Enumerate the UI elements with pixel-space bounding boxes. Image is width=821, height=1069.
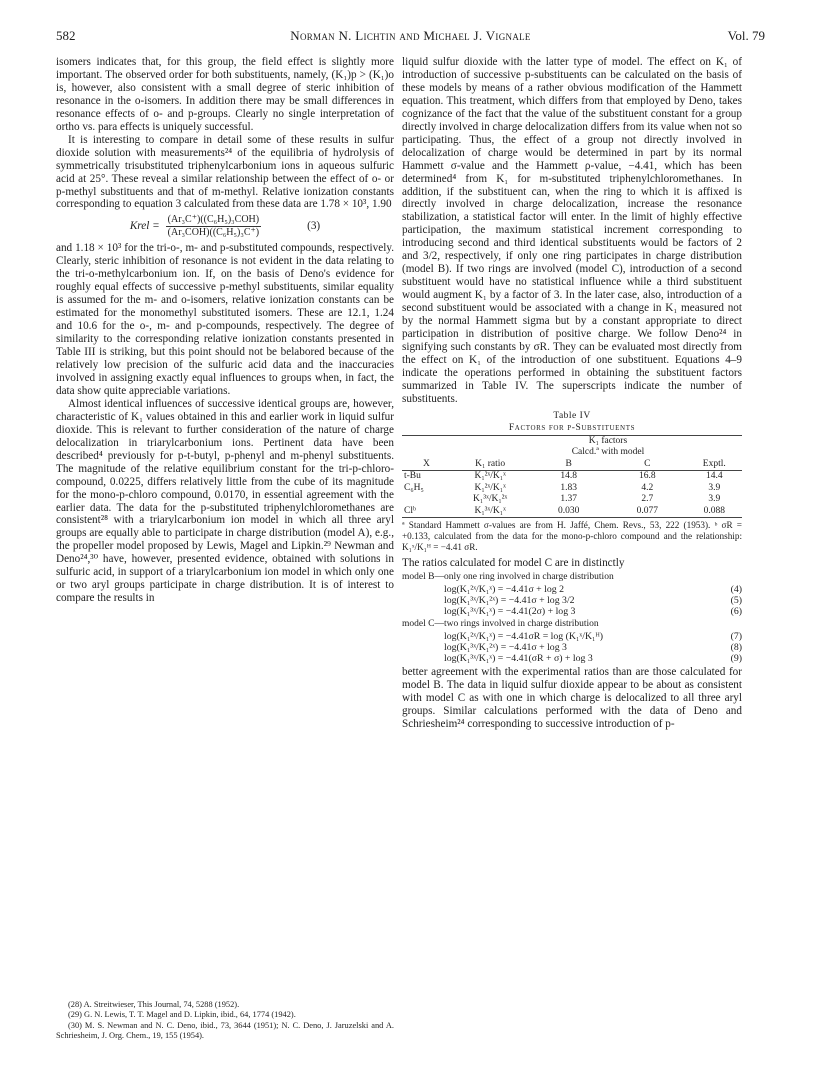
paragraph: It is interesting to compare in detail some of these results in sulfur dioxide solution with measurements²⁴ of the equilibria of hydrolysis of symmetrically trisubstituted triphenylcarbonium ions in aqueous sulfuric acid at 25°. These reveal a similar relationship between the effect of o- or p-methyl substituents and that of m-methyl. Relative ionization constants corresponding to equation 3 calculated from these data are 1.78 × 10³, 1.90 bbox=[56, 133, 394, 211]
equation-expression: log(K₁³ˣ/K₁²ˣ) = −4.41σ + log 3/2 bbox=[444, 594, 575, 606]
equation-4 bbox=[402, 584, 742, 595]
model-c-label: model C—two rings involved in charge distribution bbox=[402, 619, 599, 630]
col-header-expt: Exptl. bbox=[687, 459, 742, 471]
equation-expression: log(K₁²ˣ/K₁ˣ) = −4.41σR = log (K₁ˣ/K₁ᴴ) bbox=[444, 630, 604, 642]
footnote: (30) M. S. Newman and N. C. Deno, ibid., 73, 3644 (1951); N. C. Deno, J. Jaruzelski and A. Schriesheim, J. Org. Chem., 19, 155 (1954). bbox=[56, 1020, 394, 1041]
page-number: 582 bbox=[56, 28, 76, 43]
equation-8 bbox=[402, 642, 742, 653]
equation-fraction bbox=[166, 214, 261, 239]
cell-c: 2.7 bbox=[641, 494, 654, 505]
equation-number: (5) bbox=[730, 594, 742, 606]
equation-number: (9) bbox=[730, 653, 742, 665]
equation-3 bbox=[56, 214, 394, 239]
equation-lhs: Krel = bbox=[129, 220, 160, 233]
cell-ratio: K₁³ˣ/K₁²ˣ bbox=[473, 494, 508, 505]
cell-expt: 3.9 bbox=[708, 482, 721, 493]
cell-ratio: K₁²ˣ/K₁ˣ bbox=[474, 471, 506, 482]
equation-7 bbox=[402, 631, 742, 642]
table-subtitle: Factors for p-Substituents bbox=[508, 422, 636, 433]
cell-ratio: K₁³ˣ/K₁ˣ bbox=[451, 506, 529, 518]
paragraph: Almost identical influences of successive identical groups are, however, characteristic of K₁ values obtained in this and earlier work in liquid sulfur dioxide. This is relevant to further consideration of the nature of charge delocalization in triarylcarbonium ions. Pertinent data have been described⁴ previously for p-t-butyl, p-phenyl and m-phenyl substituents. The magnitude of the relative equilibrium constant for the tri-p-chloro-compound, 0.0225, differs relatively little from the cube of its magnitude for the mono-p-chloro compound, 0.0170, in essential agreement with the earlier data. The data for the p-substituted triphenylchloromethanes are consistent²⁸ with a triarylcarbonium ion model in which all three aryl groups are equally able to participate in charge distribution (model A), e.g., the propeller model proposed by Lewis, Magel and Lipkin.²⁹ Newman and Deno²⁴,³⁰ have, however, presented evidence, obtained with solutions in sulfuric acid, in support of a triarylcarbonium ion model in which only one or two aryl groups participate in charge distribution. It is of interest to compare the results in bbox=[56, 397, 394, 605]
paragraph: better agreement with the experimental ratios than are those calculated for model B. The data in liquid sulfur dioxide appear to be about as consistent with model C as with one in which charge is delocalized to all three aryl groups. Similar calculations performed with the data of Deno and Schriesheim²⁴ corresponding to successive introduction of p- bbox=[402, 666, 742, 731]
cell-c: 0.077 bbox=[608, 506, 687, 518]
model-b-label: model B—only one ring involved in charge distribution bbox=[402, 572, 614, 583]
cell-x bbox=[402, 494, 451, 506]
equation-number: (4) bbox=[730, 583, 742, 595]
footnote: (29) G. N. Lewis, T. T. Magel and D. Lipkin, ibid., 64, 1774 (1942). bbox=[68, 1010, 296, 1020]
equation-expression: log(K₁³ˣ/K₁ˣ) = −4.41(σR + σ) + log 3 bbox=[444, 653, 593, 665]
page-header bbox=[56, 28, 765, 48]
table-row bbox=[402, 494, 742, 506]
factors-table bbox=[402, 435, 742, 519]
equation-number: (3) bbox=[307, 220, 321, 233]
table-footnote: ª Standard Hammett σ-values are from H. Jaffé, Chem. Revs., 53, 222 (1953). ᵇ σR = +0.133, calculated from the data for the mono-p-chloro compound and the relationship: K₁ˣ/K₁ᴴ = −4.41 σR. bbox=[402, 520, 742, 553]
header-calcd: Calcd.ª with model bbox=[571, 447, 645, 458]
cell-x: C₆H₅ bbox=[404, 482, 424, 493]
table-row bbox=[402, 483, 742, 495]
col-header-c: C bbox=[608, 459, 687, 471]
running-authors: Norman N. Lichtin and Michael J. Vignale bbox=[290, 28, 531, 43]
cell-b: 14.8 bbox=[560, 471, 577, 482]
equation-number: (8) bbox=[730, 642, 742, 653]
col-header-ratio: K₁ ratio bbox=[451, 459, 529, 471]
col-header-x: X bbox=[402, 459, 451, 471]
left-column bbox=[56, 56, 394, 605]
cell-x: t-Bu bbox=[404, 471, 421, 482]
footnote: (28) A. Streitwieser, This Journal, 74, 5288 (1952). bbox=[68, 1000, 240, 1009]
equation-numerator: (Ar₃C⁺)((C₆H₅)₃COH) bbox=[167, 214, 260, 226]
paragraph: liquid sulfur dioxide with the latter type of model. The effect on K₁ of introduction of successive p-substituents can be calculated on the basis of these models by means of a rather obvious modification of the Hammett equation. This treatment, which differs from that employed by Deno, takes cognizance of the fact that the value of the substituent constant for a group directly involved in charge delocalization differs from its value when not so participating. Thus, the effect of a group not directly involved in delocalization of charge would be determined in part by its normal Hammett σ-value and the Hammett ρ-value, −4.41, which has been determined⁴ from K₁ for m-substituted triphenylchloromethanes. In addition, if the substituent can, when the ring to which it is affixed is directly involved in charge delocalization, increase the resonance stabilization, a statistical factor will enter. In the limit of highly effective participation, the maximum statistical increment corresponding to introducing second and third identical substituents would be factors of 2 and 3/2, respectively, if only one ring participates in charge distribution (model B). If two rings are involved (model C), introduction of a second substituent would have no statistical influence while a third substituent would augment K₁ by a factor of 3. In the later case, also, introduction of a second substituent would be associated with a change in K₁ measured not by the normal Hammett sigma but by a constant appropriate to direct participation in distribution of positive charge. We follow Deno²⁴ in signifying such constants by σR. They can be evaluated most directly from the effect on K₁ of the introduction of one substituent. Equations 4–9 indicate the operations performed in obtaining the substituent factors summarized in Table IV. The superscripts indicate the number of substituents. bbox=[402, 56, 742, 405]
table-row bbox=[402, 471, 742, 483]
equation-expression: log(K₁³ˣ/K₁²ˣ) = −4.41σ + log 3 bbox=[444, 642, 567, 653]
paragraph: isomers indicates that, for this group, the field effect is slightly more important. The observed order for both substituents, namely, (K₁)p > (K₁)o is, however, also consistent with a small degree of steric inhibition of resonance in the o-isomers. In addition there may be small differences in resonance effects of o- and p-groups. Clearly no single interpretation of ortho vs. para effects is uniquely successful. bbox=[56, 56, 394, 133]
volume-label: Vol. 79 bbox=[727, 28, 765, 43]
cell-expt: 0.088 bbox=[687, 506, 742, 518]
cell-ratio: K₁²ˣ/K₁ˣ bbox=[474, 482, 506, 493]
equation-expression: log(K₁³ˣ/K₁ˣ) = −4.41(2σ) + log 3 bbox=[444, 606, 576, 618]
equation-6 bbox=[402, 606, 742, 617]
cell-x: Clᵇ bbox=[402, 506, 451, 518]
cell-c: 4.2 bbox=[641, 482, 654, 493]
footnotes bbox=[56, 1000, 394, 1042]
table-row bbox=[402, 506, 742, 518]
equation-5 bbox=[402, 595, 742, 606]
col-header-b: B bbox=[529, 459, 608, 471]
paragraph: and 1.18 × 10³ for the tri-o-, m- and p-substituted compounds, respectively. Clearly, steric inhibition of resonance is not evident in the data relating to the tri-o-methylcarbonium ion. If, on the basis of Deno's evidence for roughly equal effects of successive p-methyl substituents, similar equality is assumed for the m- and o-isomers, relative ionization constants can be estimated for the monomethyl substituted isomers. These are 12.1, 1.24 and 10.6 for the o-, m- and p-compounds, respectively. The degree of similarity to the corresponding relative ionization constants presented in Table III is striking, but this point should not be belabored because of the relatively low precision of the sulfuric acid data and the inaccuracies involved in assigning exactly equal influences to groups when, in fact, the data show quite appreciable variations. bbox=[56, 242, 394, 397]
right-column bbox=[402, 56, 742, 731]
equation-number: (7) bbox=[730, 630, 742, 642]
equation-9 bbox=[402, 653, 742, 664]
cell-b: 1.37 bbox=[560, 494, 577, 505]
equation-number: (6) bbox=[730, 606, 742, 618]
equation-expression: log(K₁²ˣ/K₁ˣ) = −4.41σ + log 2 bbox=[444, 583, 565, 595]
header-k-factors: K₁ factors bbox=[529, 435, 686, 447]
cell-expt: 3.9 bbox=[708, 494, 721, 505]
cell-b: 1.83 bbox=[560, 482, 577, 493]
paragraph: The ratios calculated for model C are in distinctly bbox=[402, 557, 625, 570]
table-title: Table IV bbox=[553, 410, 591, 421]
cell-expt: 14.4 bbox=[705, 471, 723, 482]
equation-denominator: (Ar₃COH)((C₆H₅)₃C⁺) bbox=[167, 227, 260, 239]
cell-c: 16.8 bbox=[638, 471, 656, 482]
cell-b: 0.030 bbox=[529, 506, 608, 518]
